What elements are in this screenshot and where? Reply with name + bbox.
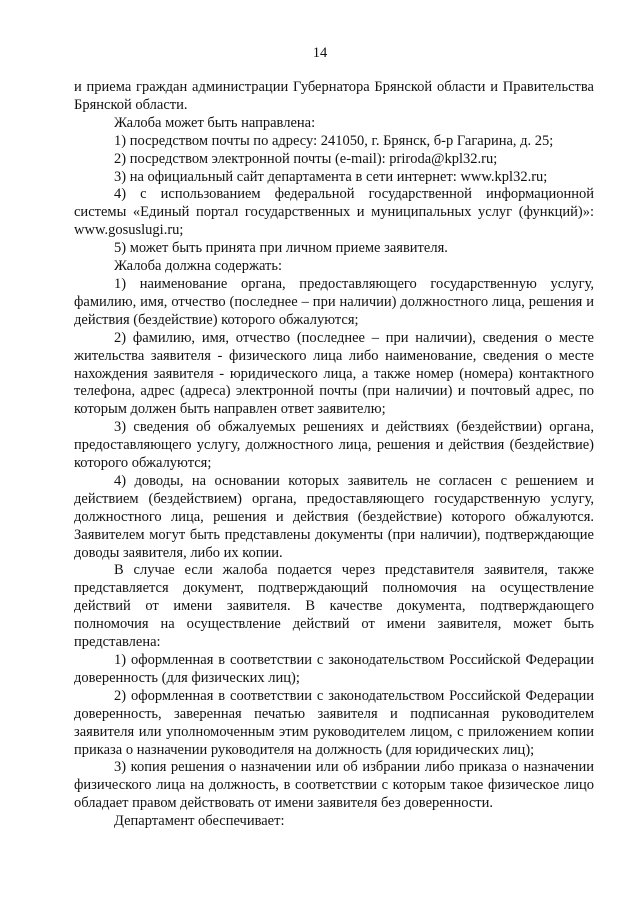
paragraph-contents-item-2: 2) фамилию, имя, отчество (последнее – при наличии), сведения о месте жительства заявителя - физического лица либо наименование, сведения о месте нахождения заявителя - юридического лица, а также номер (номера) контактного телефона, адрес (адреса) электронной почты (при наличии) и почтовый адрес, по которым должен быть направлен ответ заявителю;: [74, 329, 594, 418]
page-number: 14: [312, 45, 328, 61]
paragraph-department-provides: Департамент обеспечивает:: [114, 813, 285, 830]
paragraph-authority-item-3: 3) копия решения о назначении или об избрании либо приказа о назначении физического лица на должность, в соответствии с которым такое физическое лицо обладает правом действовать от имени заявителя без доверенности.: [74, 759, 594, 812]
paragraph-channel-personal: 5) может быть принята при личном приеме заявителя.: [114, 240, 448, 257]
paragraph-contents-item-1: 1) наименование органа, предоставляющего государственную услугу, фамилию, имя, отчество (последнее – при наличии) должностного лица, решения и действия (бездействие) которого обжалуются;: [74, 275, 594, 328]
paragraph-channel-email: 2) посредством электронной почты (e-mail): priroda@kpl32.ru;: [114, 150, 498, 167]
paragraph-continuation: и приема граждан администрации Губернатора Брянской области и Правительства Брянской области.: [74, 79, 594, 113]
paragraph-authority-item-1: 1) оформленная в соответствии с законодательством Российской Федерации доверенность (для физических лиц);: [74, 652, 594, 686]
paragraph-authority-item-2: 2) оформленная в соответствии с законодательством Российской Федерации доверенность, заверенная печатью заявителя и подписанная руководителем заявителя или уполномоченным этим руководителем лицом, с приложением копии приказа о назначении руководителя на должность (для юридических лиц);: [74, 687, 594, 758]
paragraph-channel-post: 1) посредством почты по адресу: 241050, г. Брянск, б-р Гагарина, д. 25;: [114, 132, 554, 149]
paragraph-representative: В случае если жалоба подается через представителя заявителя, также представляется документ, подтверждающий полномочия на осуществление действий от имени заявителя. В качестве документа, подтверждающего полномочия на осуществление действий от имени заявителя, может быть представлена:: [74, 562, 594, 651]
paragraph-contents-item-4: 4) доводы, на основании которых заявитель не согласен с решением и действием (бездействием) органа, предоставляющего государственную услугу, должностного лица, решения и действия (бездействие) которого обжалуются. Заявителем могут быть представлены документы (при наличии), подтверждающие доводы заявителя, либо их копии.: [74, 472, 594, 561]
paragraph-complaint-channels-intro: Жалоба может быть направлена:: [114, 114, 316, 131]
paragraph-complaint-contents-intro: Жалоба должна содержать:: [114, 258, 283, 275]
paragraph-channel-website: 3) на официальный сайт департамента в сети интернет: www.kpl32.ru;: [114, 168, 548, 185]
document-body: [74, 79, 594, 831]
paragraph-contents-item-3: 3) сведения об обжалуемых решениях и действиях (бездействии) органа, предоставляющего услугу, должностного лица, решения и действия (бездействие) которого обжалуются;: [74, 419, 594, 472]
paragraph-channel-gosuslugi: 4) с использованием федеральной государственной информационной системы «Единый портал государственных и муниципальных услуг (функций)»: www.gosuslugi.ru;: [74, 186, 594, 239]
